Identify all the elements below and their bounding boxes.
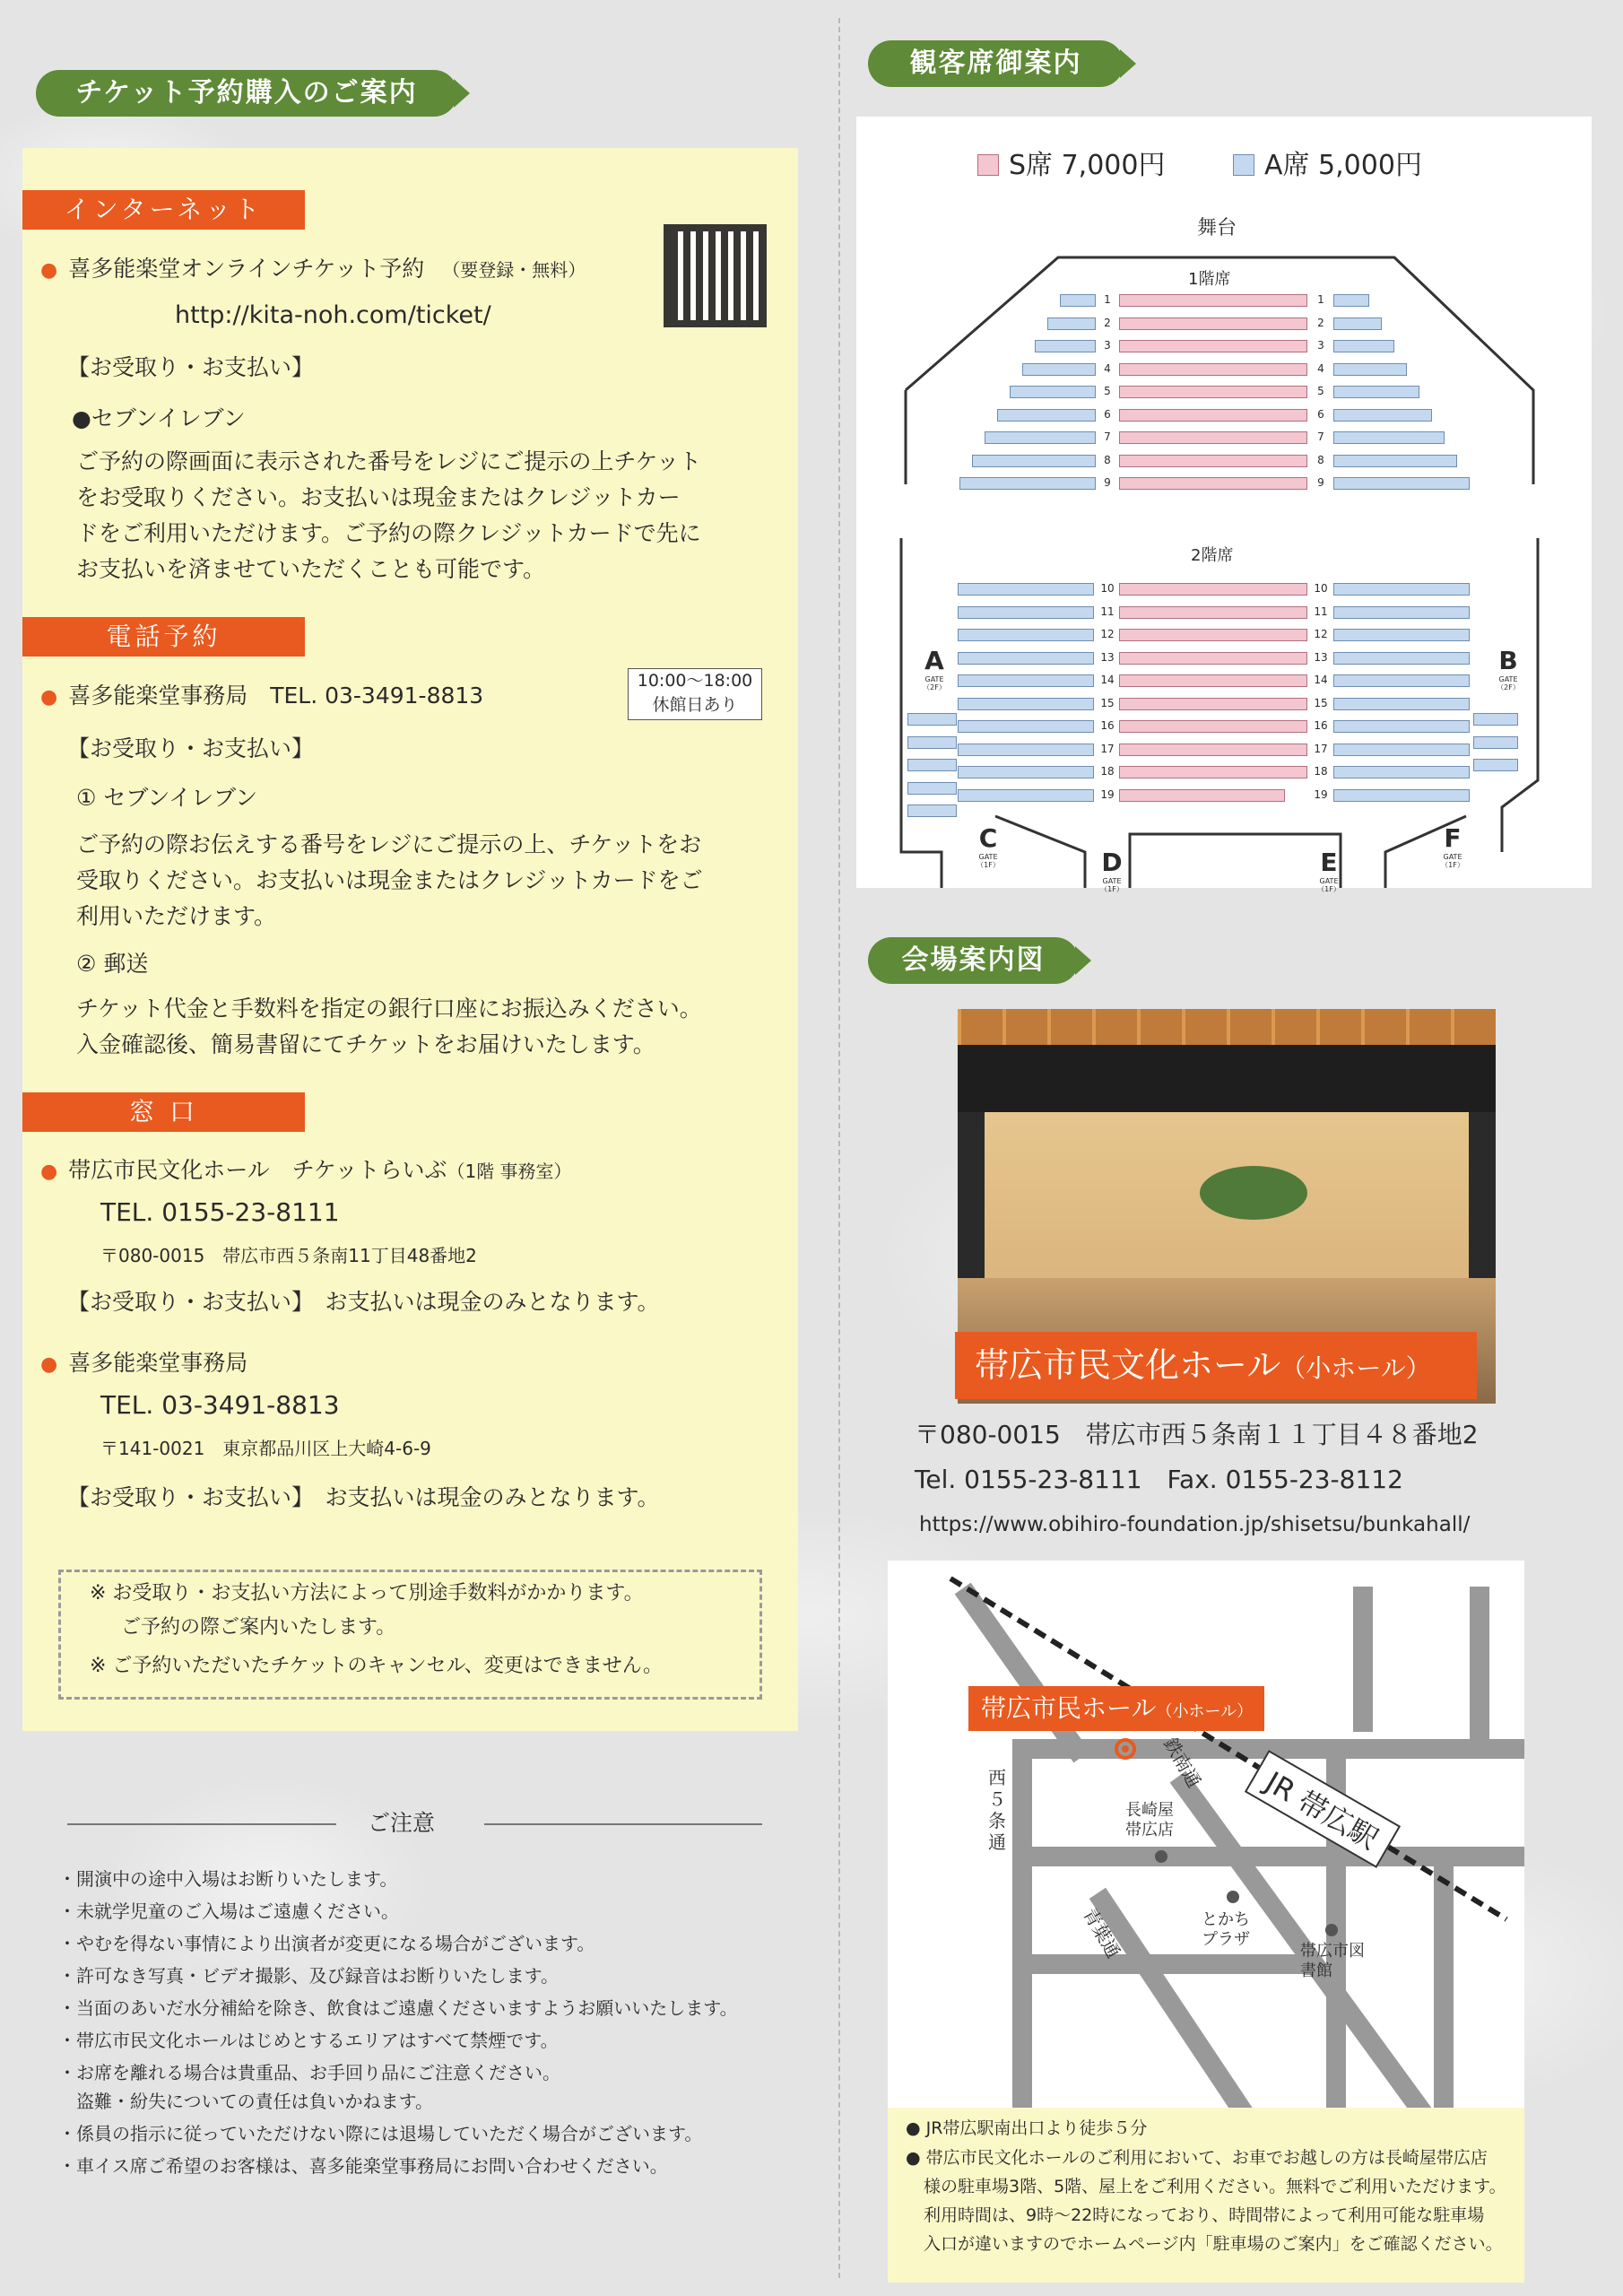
s-seat-block	[1119, 629, 1307, 641]
a-seat-block	[997, 409, 1096, 422]
s-seat-block	[1119, 744, 1307, 756]
a-seat-block	[1333, 477, 1470, 490]
phone-item: ● 喜多能楽堂事務局 TEL. 03-3491-8813	[40, 678, 483, 716]
row-number: 6	[1317, 407, 1324, 421]
a-seat-block	[907, 804, 957, 817]
s-seat-block	[1119, 409, 1307, 422]
counter-item1-tel: TEL. 0155-23-8111	[100, 1197, 340, 1227]
a-seat-swatch	[1233, 154, 1254, 176]
a-seat-block	[1333, 294, 1369, 307]
a-seat-block	[958, 698, 1094, 710]
gate-c: C GATE （1F）	[976, 823, 1000, 869]
street-aoba: 青葉通	[1079, 1904, 1125, 1962]
phone-opt1: ① セブンイレブン	[76, 785, 258, 811]
a-seat-legend: A席 5,000円	[1264, 150, 1422, 181]
phone-opt1-desc-2: 受取りください。お支払いは現金またはクレジットカードをご	[76, 867, 703, 893]
row-number: 10	[1314, 582, 1328, 595]
row-number: 2	[1317, 316, 1324, 329]
row-number: 18	[1100, 765, 1115, 778]
a-seat-block	[1333, 652, 1470, 665]
a-seat-block	[1010, 386, 1096, 398]
row-number: 11	[1100, 604, 1115, 618]
internet-desc-3: ドをご利用いただけます。ご予約の際クレジットカードで先に	[76, 520, 701, 546]
gate-c-wall	[995, 816, 1085, 888]
counter-item1-addr: 〒080-0015 帯広市西５条南11丁目48番地2	[100, 1245, 477, 1266]
row-number: 19	[1100, 787, 1115, 801]
gate-a: A GATE （2F）	[923, 646, 946, 691]
a-seat-block	[1333, 698, 1470, 710]
a-seat-block	[1022, 363, 1096, 376]
caution-sub: 盗難・紛失についての責任は負いかねます。	[76, 2091, 433, 2112]
s-seat-block	[1119, 606, 1307, 619]
column-divider	[838, 18, 840, 2278]
a-seat-block	[1333, 386, 1419, 398]
place-tokachi-plaza: とかちプラザ	[1202, 1910, 1250, 1949]
phone-hours-box	[628, 668, 762, 720]
a-seat-block	[958, 652, 1094, 665]
row-number: 3	[1104, 339, 1111, 352]
a-seat-block	[1333, 789, 1470, 802]
row-number: 9	[1104, 476, 1111, 489]
a-seat-block	[1333, 455, 1457, 467]
street-tetsunan: 鉄南通	[1159, 1734, 1206, 1792]
place-library: 帯広市図書館	[1300, 1942, 1365, 1980]
counter-item1-receive: 【お受取り・お支払い】 お支払いは現金のみとなります。	[67, 1289, 660, 1315]
row-number: 13	[1314, 650, 1328, 664]
a-seat-block	[958, 789, 1094, 802]
venue-website[interactable]: https://www.obihiro-foundation.jp/shisetsu/bunkahall/	[919, 1513, 1471, 1536]
a-seat-block	[972, 455, 1096, 467]
a-seat-block	[1333, 744, 1470, 756]
row-number: 4	[1104, 361, 1111, 375]
counter-item2-receive: 【お受取り・お支払い】 お支払いは現金のみとなります。	[67, 1484, 660, 1510]
access-map	[888, 1561, 1524, 2121]
access-3: 様の駐車場3階、5階、屋上をご利用ください。無料でご利用いただけます。	[924, 2177, 1506, 2196]
a-seat-block	[1047, 317, 1096, 330]
a-seat-block	[958, 629, 1094, 641]
floor1-label: 1階席	[1188, 270, 1231, 289]
a-seat-block	[1333, 583, 1470, 596]
caution-rule-right	[484, 1823, 762, 1825]
ticket-heading: チケット予約購入のご案内	[36, 70, 457, 117]
s-seat-block	[1119, 386, 1307, 398]
a-seat-block	[958, 744, 1094, 756]
caution-item: ・ 係員の指示に従っていただけない際には退場していただく場合がございます。	[58, 2118, 702, 2149]
a-seat-block	[958, 606, 1094, 619]
row-number: 17	[1314, 742, 1328, 755]
note-2: ご予約の際ご案内いたします。	[121, 1616, 396, 1639]
a-seat-block	[958, 583, 1094, 596]
row-number: 5	[1104, 385, 1111, 397]
ceiling-lights	[958, 1009, 1496, 1045]
row-number: 12	[1100, 628, 1115, 640]
caution-item: ・ お席を離れる場合は貴重品、お手回り品にご注意ください。	[58, 2057, 560, 2088]
row-number: 17	[1100, 742, 1115, 755]
phone-opt2-desc-1: チケット代金と手数料を指定の銀行口座にお振込みください。	[76, 996, 702, 1022]
a-seat-block	[1060, 294, 1096, 307]
s-seat-block	[1119, 294, 1307, 307]
s-seat-block	[1119, 363, 1307, 376]
gate-d: D GATE （1F）	[1100, 848, 1124, 893]
a-seat-block	[1473, 713, 1518, 726]
caution-item: ・ 当面のあいだ水分補給を除き、飲食はご遠慮くださいますようお願いいたします。	[58, 1993, 738, 2023]
row-number: 6	[1104, 407, 1111, 421]
row-number: 14	[1314, 674, 1328, 686]
row-number: 12	[1314, 628, 1328, 640]
s-seat-block	[1119, 766, 1307, 778]
map-venue-label: 帯広市民ホール（小ホール）	[968, 1686, 1264, 1731]
note-1: ※ お受取り・お支払い方法によって別途手数料がかかります。	[90, 1582, 644, 1605]
row-number: 16	[1314, 719, 1328, 732]
phone-receive-label: 【お受取り・お支払い】	[67, 735, 315, 761]
library-marker	[1325, 1924, 1338, 1936]
gate-d-e-wall	[1130, 834, 1341, 888]
row-number: 11	[1314, 604, 1328, 618]
note-3: ※ ご予約いただいたチケットのキャンセル、変更はできません。	[90, 1655, 664, 1677]
station-label: JR 帯広駅	[1245, 1750, 1401, 1868]
map-roads	[888, 1561, 1524, 2121]
a-seat-block	[1333, 317, 1382, 330]
row-number: 9	[1317, 476, 1324, 489]
caution-title: ご注意	[368, 1810, 436, 1836]
counter-item2-addr: 〒141-0021 東京都品川区上大崎4-6-9	[100, 1438, 431, 1459]
caution-rule-left	[67, 1823, 336, 1825]
row-number: 8	[1104, 453, 1111, 466]
a-seat-block	[1333, 606, 1470, 619]
a-seat-block	[1333, 766, 1470, 778]
internet-store: ●セブンイレブン	[72, 405, 246, 431]
access-4: 利用時間は、9時～22時になっており、時間帯によって利用可能な駐車場	[924, 2205, 1485, 2225]
s-seat-legend: S席 7,000円	[1009, 150, 1166, 181]
a-seat-block	[1333, 340, 1394, 352]
a-seat-block	[1333, 409, 1432, 422]
row-number: 2	[1104, 316, 1111, 329]
row-number: 13	[1100, 650, 1115, 664]
a-seat-block	[1333, 720, 1470, 733]
floor2-right-outline	[1502, 538, 1538, 852]
a-seat-block	[907, 759, 957, 771]
row-number: 15	[1100, 696, 1115, 709]
gate-e: E GATE （1F）	[1317, 848, 1341, 893]
row-number: 7	[1104, 430, 1111, 443]
internet-receive-label: 【お受取り・お支払い】	[67, 354, 315, 380]
a-seat-block	[1035, 340, 1096, 352]
seat-heading: 観客席御案内	[868, 40, 1124, 87]
s-seat-block	[1119, 317, 1307, 330]
stage-label: 舞台	[1197, 217, 1237, 239]
counter-item2: ● 喜多能楽堂事務局	[40, 1345, 247, 1383]
a-seat-block	[985, 431, 1096, 444]
counter-item1: ● 帯広市民文化ホール チケットらいぶ（1階 事務室）	[40, 1152, 572, 1190]
a-seat-block	[1333, 674, 1470, 687]
caution-item: ・ 開演中の途中入場はお断りいたします。	[58, 1864, 397, 1894]
place-nagasakiya: 長崎屋帯広店	[1125, 1801, 1174, 1839]
venue-heading: 会場案内図	[868, 937, 1079, 984]
phone-hours: 10:00～18:00	[637, 671, 753, 691]
row-number: 7	[1317, 430, 1324, 443]
access-2: ● 帯広市民文化ホールのご利用において、お車でお越しの方は長崎屋帯広店	[906, 2148, 1488, 2168]
internet-item: ● 喜多能楽堂オンラインチケット予約 （要登録・無料）	[40, 251, 586, 289]
tokachi-plaza-marker	[1227, 1891, 1239, 1903]
phone-opt1-desc-1: ご予約の際お伝えする番号をレジにご提示の上、チケットをお	[76, 831, 702, 857]
a-seat-block	[907, 713, 957, 726]
phone-tab: 電話予約	[22, 617, 305, 657]
phone-opt2: ② 郵送	[76, 951, 149, 977]
row-number: 5	[1317, 385, 1324, 397]
caution-item: ・ やむを得ない事情により出演者が変更になる場合がございます。	[58, 1928, 595, 1959]
street-nishi5: 西５条通	[988, 1767, 1006, 1853]
s-seat-block	[1119, 340, 1307, 352]
a-seat-block	[958, 720, 1094, 733]
internet-desc-4: お支払いを済ませていただくことも可能です。	[76, 556, 546, 582]
a-seat-block	[1333, 431, 1445, 444]
nagasakiya-marker	[1155, 1850, 1167, 1863]
a-seat-block	[1473, 736, 1518, 749]
row-number: 1	[1317, 293, 1324, 306]
s-seat-block	[1119, 698, 1307, 710]
row-number: 8	[1317, 453, 1324, 466]
ticket-url[interactable]: http://kita-noh.com/ticket/	[175, 301, 491, 329]
access-5: 入口が違いますのでホームページ内「駐車場のご案内」をご確認ください。	[924, 2234, 1503, 2254]
pine-painting	[1200, 1166, 1307, 1220]
floor2-label: 2階席	[1191, 546, 1234, 565]
s-seat-block	[1119, 652, 1307, 665]
row-number: 14	[1100, 674, 1115, 686]
s-seat-block	[1119, 431, 1307, 444]
s-seat-block	[1119, 477, 1307, 490]
caution-item: ・ 車イス席ご希望のお客様は、喜多能楽堂事務局にお問い合わせください。	[58, 2151, 668, 2181]
row-number: 16	[1100, 719, 1115, 732]
phone-opt2-desc-2: 入金確認後、簡易書留にてチケットをお届けいたします。	[76, 1031, 655, 1057]
a-seat-block	[1333, 629, 1470, 641]
s-seat-block	[1119, 583, 1307, 596]
row-number: 19	[1314, 787, 1328, 801]
s-seat-block	[1119, 720, 1307, 733]
gate-f: F GATE （1F）	[1441, 823, 1464, 869]
a-seat-block	[907, 782, 957, 795]
venue-telfax: Tel. 0155-23-8111 Fax. 0155-23-8112	[915, 1465, 1403, 1494]
caution-item: ・ 未就学児童のご入場はご遠慮ください。	[58, 1896, 399, 1926]
access-1: ● JR帯広駅南出口より徒歩５分	[906, 2118, 1148, 2138]
counter-item2-tel: TEL. 03-3491-8813	[100, 1390, 340, 1420]
ceiling	[958, 1045, 1496, 1112]
internet-desc-1: ご予約の際画面に表示された番号をレジにご提示の上チケット	[76, 448, 702, 474]
row-number: 4	[1317, 361, 1324, 375]
a-seat-block	[958, 766, 1094, 778]
s-seat-block	[1119, 674, 1307, 687]
s-seat-block	[1119, 789, 1285, 802]
counter-tab: 窓 口	[22, 1092, 305, 1132]
phone-opt1-desc-3: 利用いただけます。	[76, 903, 277, 929]
a-seat-block	[1333, 363, 1407, 376]
row-number: 15	[1314, 696, 1328, 709]
row-number: 1	[1104, 293, 1111, 306]
internet-desc-2: をお受取りください。お支払いは現金またはクレジットカー	[76, 484, 681, 510]
internet-tab: インターネット	[22, 190, 305, 230]
row-number: 10	[1100, 582, 1115, 595]
venue-marker-dot	[1122, 1745, 1129, 1752]
s-seat-swatch	[977, 154, 999, 176]
a-seat-block	[959, 477, 1096, 490]
hall-name-label: 帯広市民文化ホール（小ホール）	[955, 1332, 1477, 1399]
venue-address: 〒080-0015 帯広市西５条南１１丁目４８番地2	[915, 1420, 1479, 1449]
s-seat-block	[1119, 455, 1307, 467]
row-number: 3	[1317, 339, 1324, 352]
caution-item: ・ 許可なき写真・ビデオ撮影、及び録音はお断りいたします。	[58, 1961, 559, 1991]
a-seat-block	[958, 674, 1094, 687]
caution-item: ・ 帯広市民文化ホールはじめとするエリアはすべて禁煙です。	[58, 2025, 559, 2056]
phone-closed: 休館日あり	[652, 695, 738, 715]
row-number: 18	[1314, 765, 1328, 778]
gate-b: B GATE （2F）	[1497, 646, 1520, 691]
a-seat-block	[1473, 759, 1518, 771]
a-seat-block	[907, 736, 957, 749]
qr-code-icon	[664, 224, 767, 327]
